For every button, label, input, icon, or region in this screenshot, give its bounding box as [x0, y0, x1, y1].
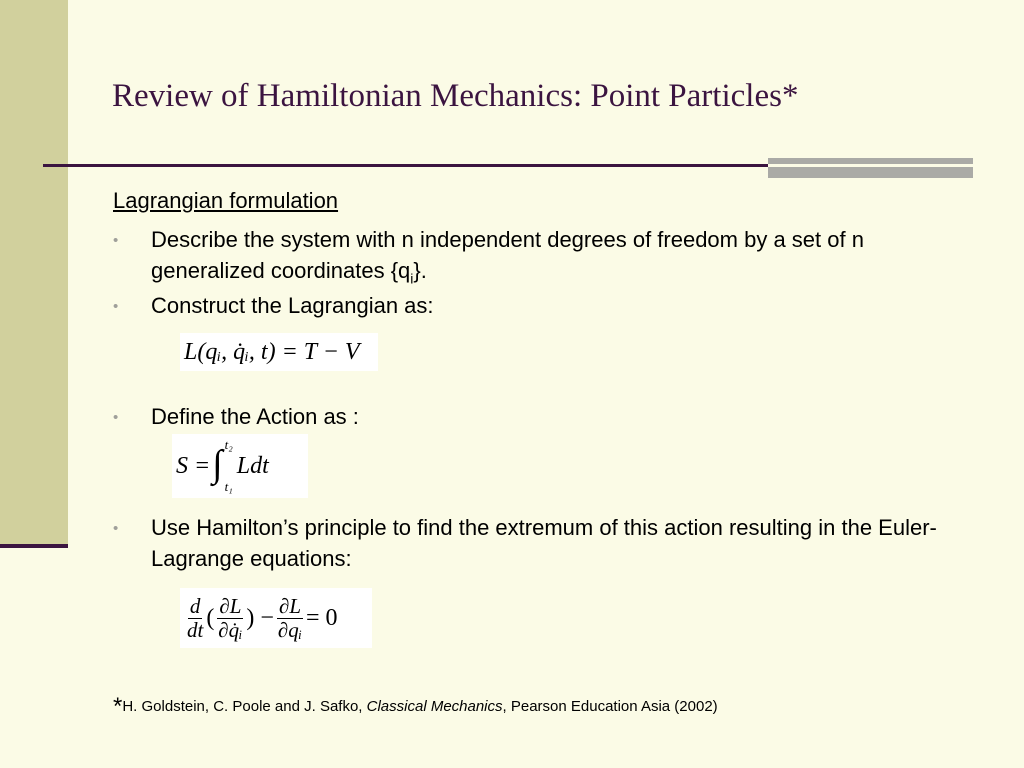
- bullet-item: [113, 290, 973, 321]
- sidebar-divider: [0, 544, 68, 548]
- bullet-item: [113, 512, 973, 574]
- euler-lagrange-equation: $\frac{d}{dt}$ ( $\frac{\partial L}{\text{∂q̇ᵢ}}$ ) − $\frac{\partial L}{\text{∂qᵢ}}$ = 0: [180, 588, 372, 648]
- section-heading: Lagrangian formulation: [113, 188, 339, 213]
- bullet-item: [113, 224, 973, 294]
- bullet-dot: •: [113, 232, 119, 249]
- integral-limits: t₂ t₁: [224, 437, 233, 494]
- integral-sign: ∫: [212, 443, 223, 485]
- footnote: *H. Goldstein, C. Poole and J. Safko, Classical Mechanics, Pearson Education Asia (2002): [113, 693, 718, 720]
- bullet-item: [113, 401, 973, 432]
- bullet-text: Describe the system with n independent degrees of freedom by a set of n generalized coordinates $\{q_i\}$.: [151, 227, 864, 287]
- fraction: $\frac{\partial L}{\text{∂q̇ᵢ}}$: [218, 593, 243, 642]
- bullet-dot: •: [113, 520, 119, 537]
- slide-title: Review of Hamiltonian Mechanics: Point Particles*: [112, 78, 799, 114]
- fraction: $\frac{d}{dt}$: [187, 593, 204, 642]
- action-equation: S = ∫ t₂ t₁ Ldt: [172, 434, 308, 498]
- lagrangian-equation: L(qᵢ, q̇ᵢ, t) = T − V: [180, 333, 378, 371]
- sidebar-band: [0, 0, 68, 546]
- bullet-dot: •: [113, 409, 119, 426]
- bullet-text: Use Hamilton’s principle to find the extremum of this action resulting in the Euler-Lagrange equations:: [151, 515, 937, 571]
- bullet-text: Construct the Lagrangian as:: [151, 293, 434, 318]
- bullet-dot: •: [113, 298, 119, 315]
- title-divider-accent: [768, 158, 973, 178]
- bullet-text: Define the Action as :: [151, 404, 359, 429]
- fraction: $\frac{\partial L}{\text{∂qᵢ}}$: [277, 593, 303, 642]
